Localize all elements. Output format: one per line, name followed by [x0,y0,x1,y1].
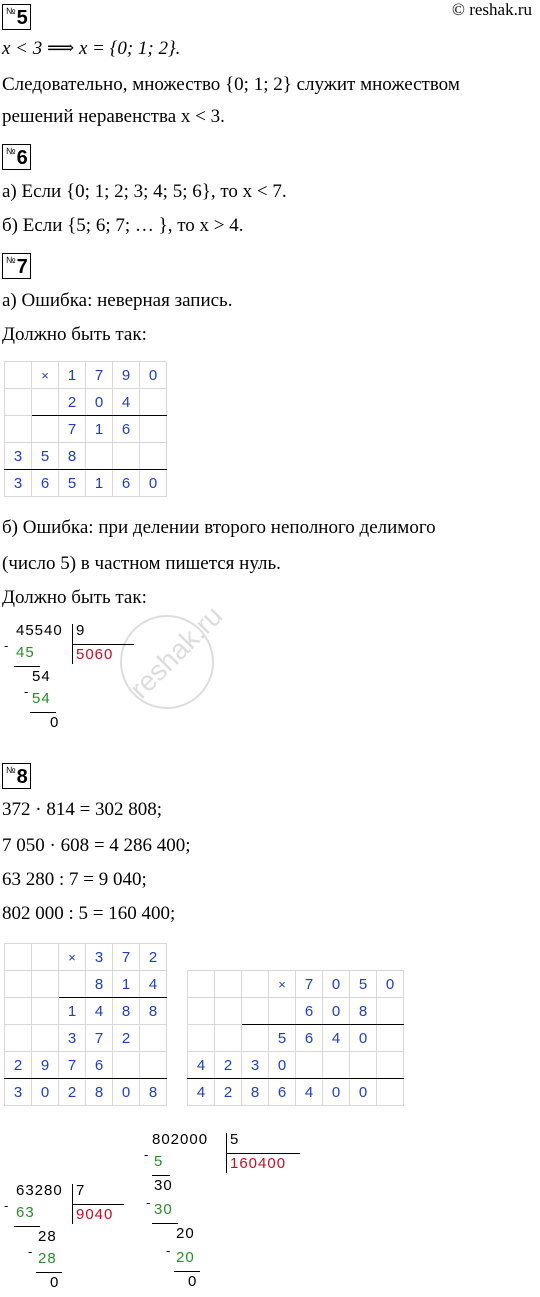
task-7b-error-2: (число 5) в частном пишется нуль. [2,553,281,574]
grid-cell: 3 [5,443,32,470]
divisor: 7 [76,1182,86,1199]
underline-1 [14,666,40,667]
task-7b-should: Должно быть так: [2,587,147,608]
subtrahend-2: 30 [154,1201,173,1218]
task-6-number [2,144,31,170]
remainder-1: 54 [32,668,51,685]
grid-cell: 0 [113,1079,140,1106]
grid-cell: 4 [188,1079,215,1106]
grid-row [5,470,167,497]
task-6-label: 6 [16,147,28,169]
minus-sign: - [144,1147,150,1162]
grid-cell [5,944,32,971]
grid-cell: 3 [5,470,32,497]
minus-sign: - [4,638,10,653]
grid-cell: 2 [59,1079,86,1106]
grid-cell [32,944,59,971]
grid-cell: 6 [32,470,59,497]
grid-cell [5,362,32,389]
grid-cell: 6 [113,470,140,497]
grid-row [5,362,167,389]
divisor: 9 [76,622,86,639]
grid-row [5,944,167,971]
dividend: 45540 [16,622,63,639]
grid-cell: 0 [323,998,350,1025]
task-5-number [2,4,31,30]
grid-row [188,1052,404,1079]
long-division-8c [4,1182,144,1297]
grid-cell [350,1052,377,1079]
multiplication-grid-8b [187,970,404,1106]
subtrahend-1: 45 [16,644,35,661]
grid-cell: 7 [86,1025,113,1052]
remainder-2: 0 [50,1274,60,1291]
grid-cell: 2 [215,1052,242,1079]
subtrahend-1: 5 [154,1153,164,1170]
grid-row [5,389,167,416]
grid-cell [242,971,269,998]
grid-cell: 1 [59,362,86,389]
grid-cell: 9 [32,1052,59,1079]
grid-cell [215,1025,242,1052]
grid-cell: 6 [296,998,323,1025]
grid-cell [5,1025,32,1052]
grid-cell: 4 [140,971,167,998]
grid-cell: 1 [86,470,113,497]
grid-cell [269,998,296,1025]
grid-row [5,443,167,470]
underline-2 [30,712,56,713]
grid-cell: × [269,971,296,998]
grid-cell [32,389,59,416]
minus-sign: - [4,1198,10,1213]
subtrahend-2: 54 [32,690,51,707]
quotient: 9040 [76,1206,114,1223]
grid-row [5,971,167,998]
grid-cell: 1 [113,971,140,998]
grid-cell: 7 [59,1052,86,1079]
grid-cell: 1 [59,998,86,1025]
grid-cell: 3 [242,1052,269,1079]
task-7b-error-1: б) Ошибка: при делении второго неполного делимого [2,517,436,538]
grid-cell: 5 [32,443,59,470]
task-6-line-2: б) Если {5; 6; 7; … }, то x > 4. [2,215,244,236]
dividend: 802000 [152,1131,209,1148]
grid-cell: 4 [188,1052,215,1079]
quotient: 160400 [230,1155,287,1172]
grid-cell: 5 [59,470,86,497]
grid-row [5,1052,167,1079]
task-8-label: 8 [16,766,28,788]
grid-cell: × [59,944,86,971]
grid-cell [242,1025,269,1052]
grid-row [188,1079,404,1106]
task-6-line-1: а) Если {0; 1; 2; 3; 4; 5; 6}, то x < 7. [2,181,287,202]
remainder-1: 30 [154,1177,173,1194]
grid-cell: 4 [296,1079,323,1106]
grid-cell: 3 [86,944,113,971]
grid-cell [59,971,86,998]
grid-cell: 0 [86,389,113,416]
grid-cell: 6 [86,1052,113,1079]
grid-cell: 4 [323,1025,350,1052]
grid-row [5,1079,167,1106]
grid-cell: 7 [59,416,86,443]
task-7a-should: Должно быть так: [2,324,147,345]
site-credit: © reshak.ru [452,0,532,19]
divisor-underline [72,1204,124,1205]
underline-1 [14,1226,40,1227]
remainder-2: 20 [176,1225,195,1242]
task-8-line-1: 372 · 814 = 302 808; [2,799,163,820]
grid-cell [215,971,242,998]
grid-cell: 6 [296,1025,323,1052]
grid-cell [323,1052,350,1079]
grid-cell [377,998,404,1025]
minus-sign: - [24,684,30,699]
grid-cell [188,1025,215,1052]
grid-cell: 6 [269,1079,296,1106]
grid-cell: 0 [269,1052,296,1079]
grid-cell: 2 [113,1025,140,1052]
grid-cell: 8 [350,998,377,1025]
task-7a-error: а) Ошибка: неверная запись. [2,290,233,311]
watermark: reshak.ru [101,596,234,729]
minus-sign: - [28,1244,34,1259]
remainder-1: 28 [38,1228,57,1245]
grid-row [5,998,167,1025]
grid-cell [140,443,167,470]
grid-cell: 9 [113,362,140,389]
grid-cell: 0 [323,971,350,998]
grid-cell: 0 [32,1079,59,1106]
grid-row [5,1025,167,1052]
long-division-7b [4,622,144,742]
grid-cell [215,998,242,1025]
underline-2 [152,1223,178,1224]
grid-cell [188,998,215,1025]
divisor-underline [72,644,134,645]
number-sign: № [6,255,16,265]
grid-cell [296,1052,323,1079]
task-8-line-3: 63 280 : 7 = 9 040; [2,869,147,890]
number-sign: № [6,765,16,775]
grid-cell: 0 [350,1025,377,1052]
task-8-number [2,763,31,789]
grid-cell: 6 [113,416,140,443]
grid-cell [377,1052,404,1079]
subtrahend-3: 20 [176,1249,195,1266]
grid-cell: 8 [140,998,167,1025]
task-8-line-2: 7 050 · 608 = 4 286 400; [2,835,191,856]
grid-cell: × [32,362,59,389]
long-division-8d [144,1131,314,1297]
grid-cell: 1 [86,416,113,443]
grid-cell: 2 [59,389,86,416]
grid-cell: 2 [5,1052,32,1079]
grid-cell: 4 [86,998,113,1025]
grid-cell [140,389,167,416]
grid-cell [5,998,32,1025]
number-sign: № [6,6,16,16]
grid-cell [5,389,32,416]
grid-cell [377,1025,404,1052]
grid-cell [113,443,140,470]
quotient: 5060 [76,646,114,663]
grid-cell: 8 [113,998,140,1025]
grid-cell: 7 [86,362,113,389]
grid-cell: 8 [59,443,86,470]
grid-cell: 5 [350,971,377,998]
grid-cell [188,971,215,998]
grid-cell: 0 [350,1079,377,1106]
task-5-label: 5 [16,7,28,29]
grid-cell: 8 [86,1079,113,1106]
multiplication-grid-8a [4,943,167,1106]
task-5-line-1: x < 3 ⟹ x = {0; 1; 2}. [2,38,181,59]
grid-cell: 8 [140,1079,167,1106]
grid-cell: 8 [242,1079,269,1106]
grid-cell: 3 [5,1079,32,1106]
minus-sign: - [146,1195,152,1210]
grid-cell [140,1052,167,1079]
grid-row [188,971,404,998]
subtrahend-2: 28 [38,1250,57,1267]
grid-cell: 3 [59,1025,86,1052]
grid-cell: 0 [323,1079,350,1106]
multiplication-grid-7a [4,361,167,497]
grid-cell [242,998,269,1025]
grid-cell [32,971,59,998]
grid-cell: 8 [86,971,113,998]
grid-cell: 0 [140,362,167,389]
grid-row [188,1025,404,1052]
remainder-3: 0 [188,1273,198,1290]
task-5-line-3: решений неравенства x < 3. [2,106,225,127]
task-7-number [2,253,31,279]
subtrahend-1: 63 [16,1204,35,1221]
grid-cell [86,443,113,470]
task-5-line-2: Следовательно, множество {0; 1; 2} служит множеством [2,74,460,95]
grid-cell [32,416,59,443]
grid-cell [113,1052,140,1079]
grid-cell [5,971,32,998]
grid-row [5,416,167,443]
dividend: 63280 [16,1182,63,1199]
grid-cell: 2 [215,1079,242,1106]
underline-1 [152,1175,170,1176]
grid-cell: 4 [113,389,140,416]
divisor-underline [226,1153,300,1154]
underline-2 [36,1272,62,1273]
task-7-label: 7 [16,256,28,278]
minus-sign: - [166,1243,172,1258]
grid-cell [32,1025,59,1052]
number-sign: № [6,146,16,156]
grid-cell: 5 [269,1025,296,1052]
grid-cell [140,1025,167,1052]
grid-cell: 0 [377,971,404,998]
grid-cell [140,416,167,443]
remainder-2: 0 [50,714,60,731]
grid-cell: 7 [113,944,140,971]
task-8-line-4: 802 000 : 5 = 160 400; [2,903,176,924]
grid-cell: 2 [140,944,167,971]
underline-3 [174,1271,200,1272]
grid-cell [377,1079,404,1106]
divisor: 5 [230,1131,240,1148]
grid-cell [5,416,32,443]
grid-cell: 0 [140,470,167,497]
grid-cell [32,998,59,1025]
grid-row [188,998,404,1025]
grid-cell: 7 [296,971,323,998]
